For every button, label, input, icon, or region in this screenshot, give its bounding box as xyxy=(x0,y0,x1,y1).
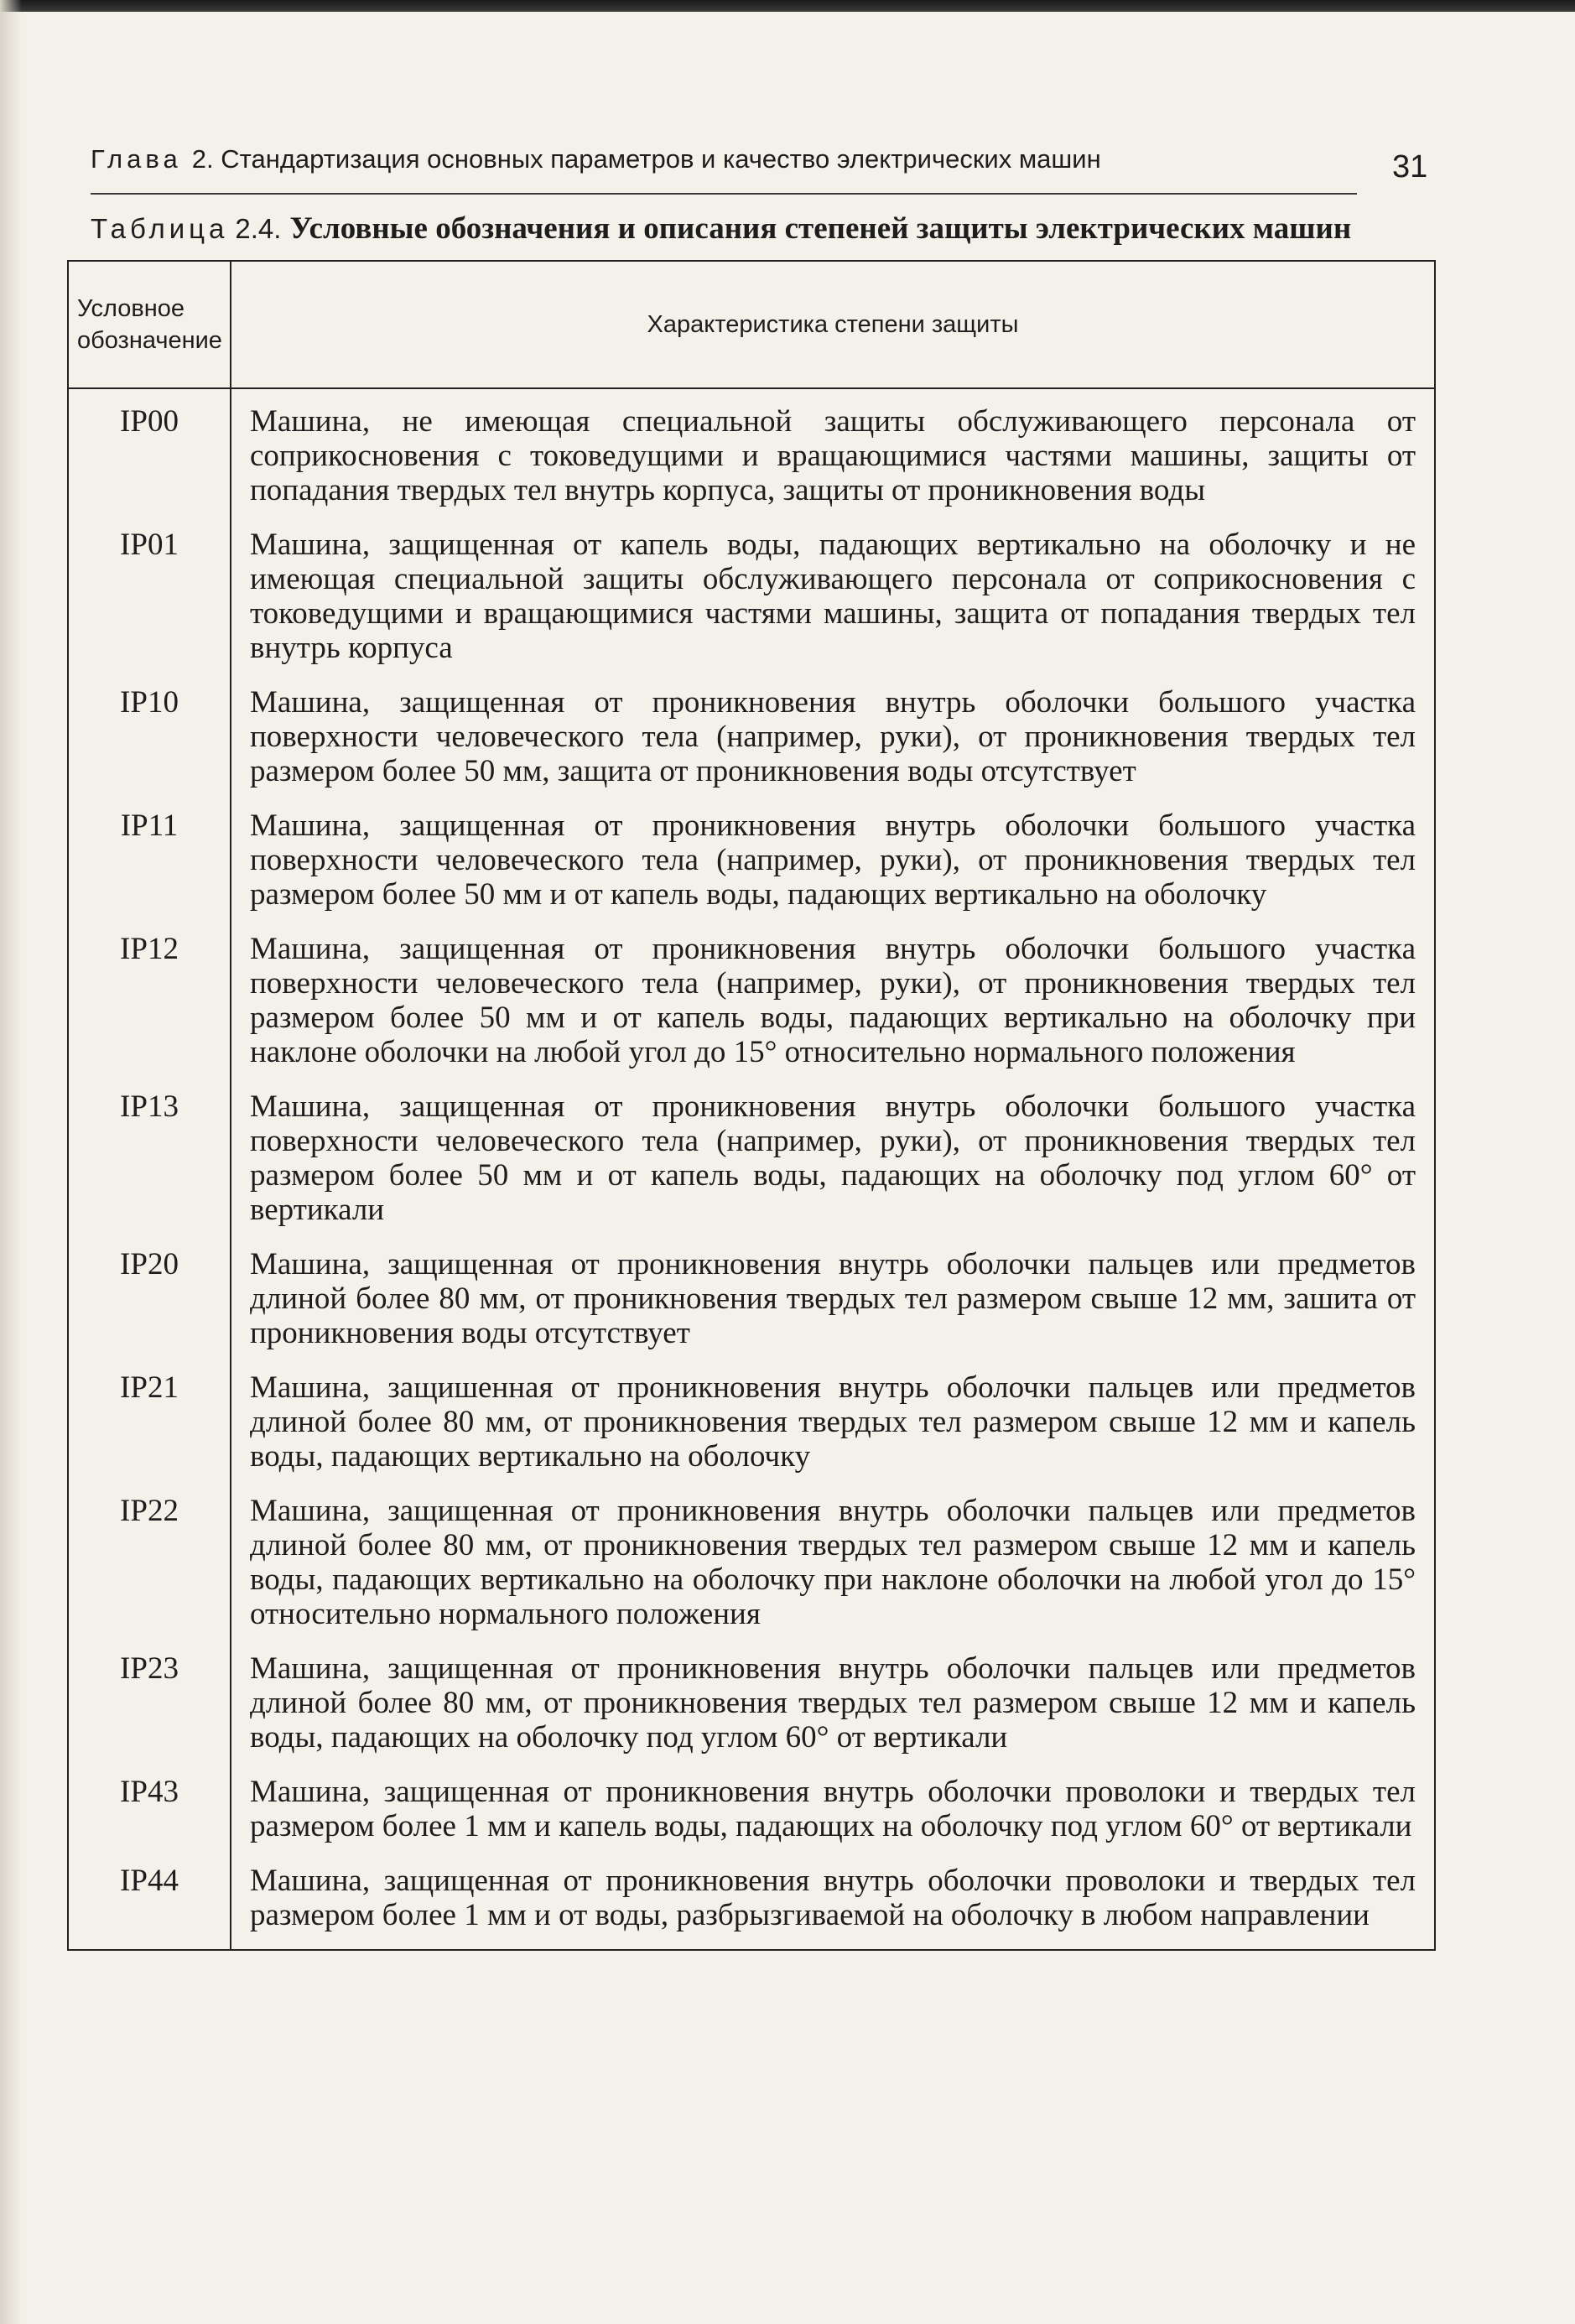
protection-description: Машина, защишенная от проникновения внутрь оболочки пальцев или предметов длиной более 80 мм, от проникновения твердых тел размером свыше 12 мм и капель воды, падающих вертикально на оболочку xyxy=(231,1364,1435,1487)
protection-code: IP23 xyxy=(68,1645,231,1768)
protection-code: IP12 xyxy=(68,925,231,1083)
table-row xyxy=(68,925,1435,1083)
table-row xyxy=(68,1645,1435,1768)
protection-code: IP01 xyxy=(68,521,231,678)
protection-description: Машина, защищенная от проникновения внутрь оболочки пальцев или предметов длиной более 80 мм, от проникновения твердых тел размером свыше 12 мм и капель воды, падающих вертикально на оболочку при наклоне оболочки на любой угол до 15° относительно нормального положения xyxy=(231,1487,1435,1645)
protection-description: Машина, не имеющая специальной защиты обслуживающего персонала от соприкосновения с токоведущими и вращающимися частями машины, защиты от попадания твердых тел внутрь корпуса, защиты от проникновения воды xyxy=(231,388,1435,521)
column-header-code: Условное обозначение xyxy=(68,261,231,388)
table-row xyxy=(68,1083,1435,1240)
protection-code: IP13 xyxy=(68,1083,231,1240)
protection-description: Машина, защищенная от проникновения внутрь оболочки большого участка поверхности человеческого тела (например, руки), от проникновения твердых тел размером более 50 мм и от капель воды, падающих вертикально на оболочку xyxy=(231,802,1435,925)
table-row xyxy=(68,521,1435,678)
caption-number: 2.4. xyxy=(235,213,282,244)
page-number: 31 xyxy=(1392,149,1428,185)
running-header xyxy=(91,126,1357,195)
protection-code: IP00 xyxy=(68,388,231,521)
table-row xyxy=(68,1240,1435,1364)
table-row xyxy=(68,1768,1435,1857)
protection-description: Машина, защищенная от капель воды, падающих вертикально на оболочку и не имеющая специальной защиты обслуживающего персонала от соприкосновения с токоведущими и вращающимися частями машины, защита от попадания твердых тел внутрь корпуса xyxy=(231,521,1435,678)
protection-code: IP43 xyxy=(68,1768,231,1857)
protection-description: Машина, защищенная от проникновения внутрь оболочки пальцев или предметов длиной более 80 мм, от проникновения твердых тел размером свыше 12 мм, зашита от проникновения воды отсутствует xyxy=(231,1240,1435,1364)
caption-prefix: Таблица xyxy=(91,213,229,244)
caption-title: Условные обозначения и описания степеней защиты электрических машин xyxy=(289,211,1352,246)
column-header-description: Характеристика степени защиты xyxy=(231,261,1435,388)
page-top-edge xyxy=(0,0,1575,12)
protection-description: Машина, защищенная от проникновения внутрь оболочки большого участка поверхности человеческого тела (например, руки), от проникновения твердых тел размером более 50 мм и от капель воды, падающих на оболочку под углом 60° от вертикали xyxy=(231,1083,1435,1240)
table-row xyxy=(68,802,1435,925)
table-caption xyxy=(91,205,1449,252)
protection-code: IP44 xyxy=(68,1857,231,1950)
protection-description: Машина, защищенная от проникновения внутрь оболочки большого участка поверхности человеческого тела (например, руки), от проникновения твердых тел размером более 50 мм и от капель воды, падающих вертикально на оболочку при наклоне оболочки на любой угол до 15° относительно нормального положения xyxy=(231,925,1435,1083)
protection-degrees-table xyxy=(67,260,1436,1951)
table-header-row xyxy=(68,261,1435,388)
table-row xyxy=(68,1487,1435,1645)
page-binding-shadow xyxy=(0,0,22,2324)
table-row xyxy=(68,388,1435,521)
protection-code: IP20 xyxy=(68,1240,231,1364)
table-row xyxy=(68,1364,1435,1487)
table-row xyxy=(68,1857,1435,1950)
protection-code: IP10 xyxy=(68,678,231,802)
protection-description: Машина, защищенная от проникновения внутрь оболочки проволоки и твердых тел размером более 1 мм и капель воды, падающих на оболочку под углом 60° от вертикали xyxy=(231,1768,1435,1857)
protection-description: Машина, защищенная от проникновения внутрь оболочки проволоки и твердых тел размером более 1 мм и от воды, разбрызгиваемой на оболочку в любом направлении xyxy=(231,1857,1435,1950)
protection-description: Машина, защищенная от проникновения внутрь оболочки пальцев или предметов длиной более 80 мм, от проникновения твердых тел размером свыше 12 мм и капель воды, падающих на оболочку под углом 60° от вертикали xyxy=(231,1645,1435,1768)
protection-code: IP11 xyxy=(68,802,231,925)
chapter-title: 2. Стандартизация основных параметров и качество электрических машин xyxy=(191,144,1101,174)
protection-code: IP21 xyxy=(68,1364,231,1487)
table-body xyxy=(68,388,1435,1950)
table-row xyxy=(68,678,1435,802)
chapter-label: Глава xyxy=(91,144,182,174)
protection-code: IP22 xyxy=(68,1487,231,1645)
protection-description: Машина, защищенная от проникновения внутрь оболочки большого участка поверхности человеческого тела (например, руки), от проникновения твердых тел размером более 50 мм, защита от проникновения воды отсутствует xyxy=(231,678,1435,802)
